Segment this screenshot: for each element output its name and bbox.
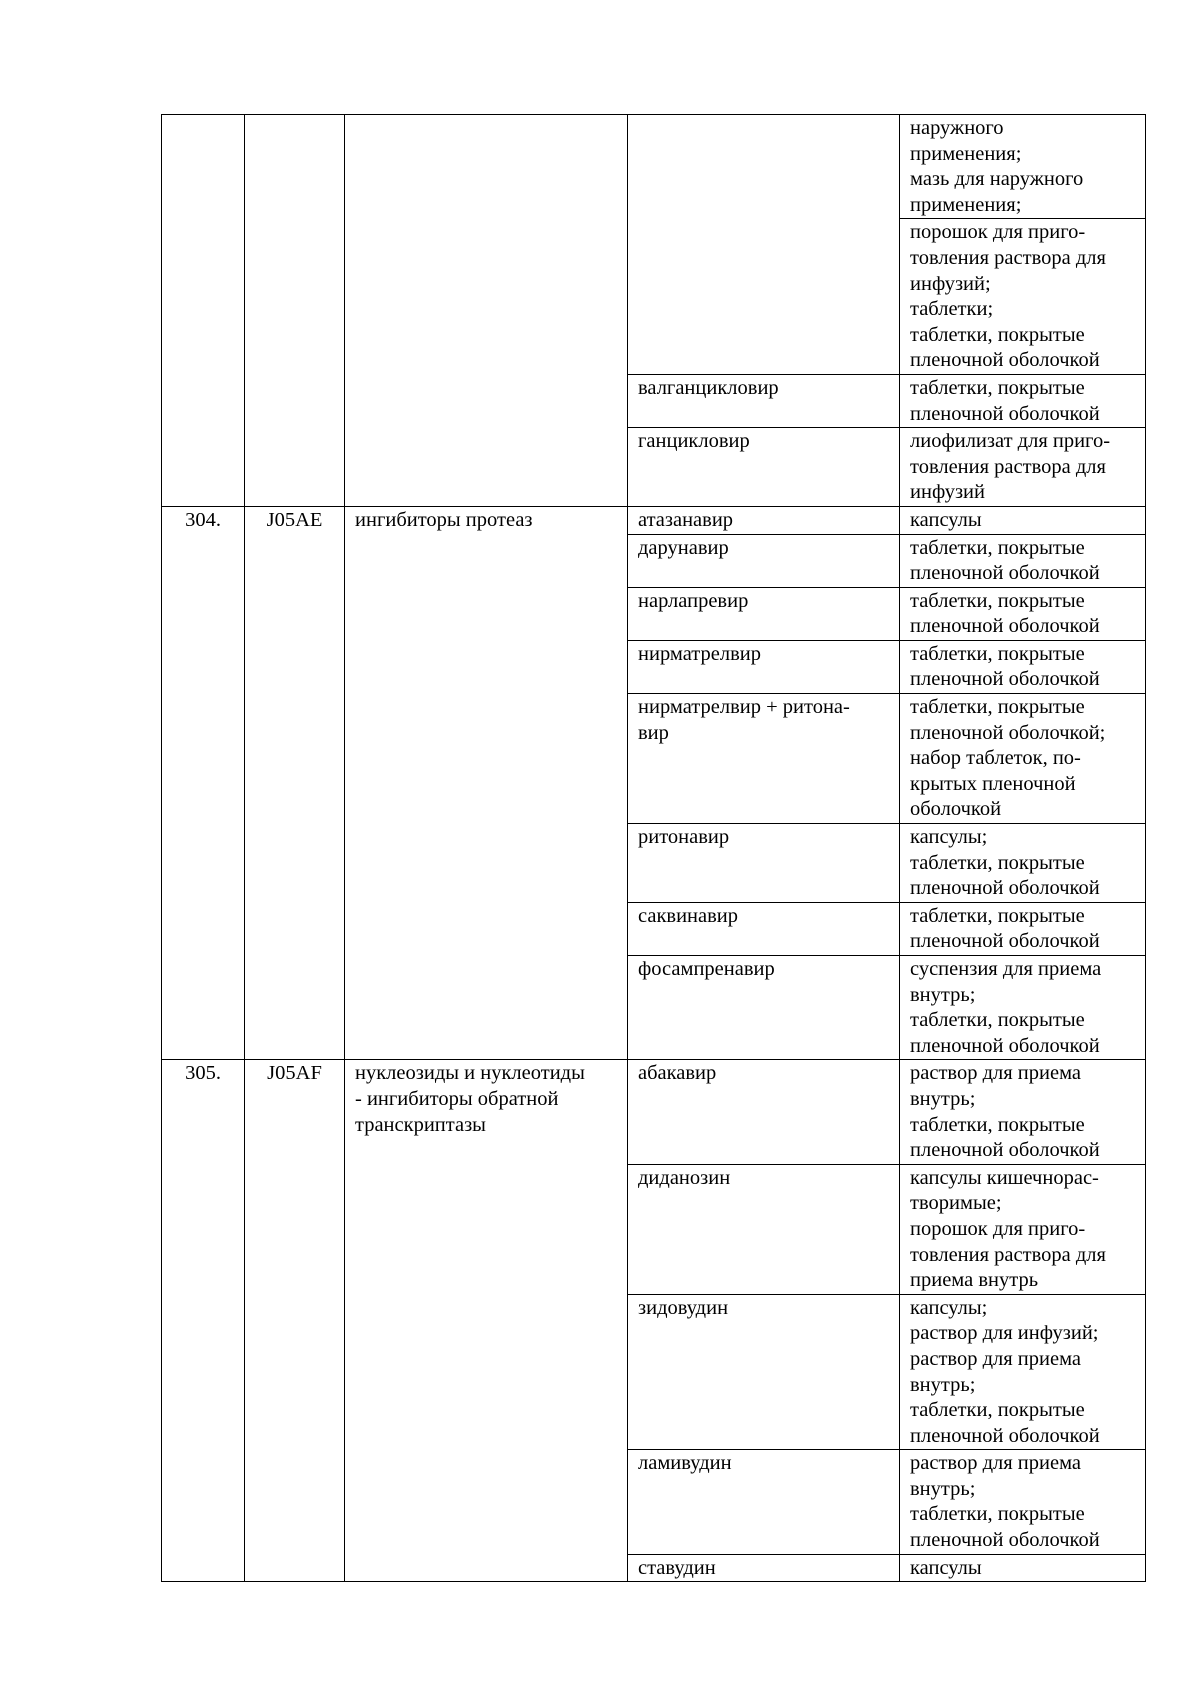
drug-name-line: ганцикловир <box>638 430 750 453</box>
group-text-line: нуклеозиды и нуклеотиды <box>355 1062 585 1085</box>
drug-name-line: валганцикловир <box>638 376 779 399</box>
dosage-form-cell <box>900 1164 1146 1294</box>
drug-name-line: нирматрелвир <box>638 642 761 665</box>
dosage-form-cell <box>900 115 1146 219</box>
drug-name-line: атазанавир <box>638 508 734 531</box>
dosage-form-line: раствор для приема <box>910 1062 1082 1085</box>
drug-name-cell <box>628 1450 900 1554</box>
dosage-form-line: таблетки, покрытые <box>910 1399 1085 1422</box>
dosage-form-line: пленочной оболочкой <box>910 668 1100 691</box>
dosage-form-line: таблетки; <box>910 298 994 321</box>
group-text-line: транскриптазы <box>355 1113 486 1136</box>
dosage-form-cell <box>900 902 1146 955</box>
dosage-form-line: внутрь; <box>910 1477 976 1500</box>
dosage-form-line: порошок для приго- <box>910 1217 1086 1240</box>
dosage-form-line: таблетки, покрытые <box>910 851 1085 874</box>
dosage-form-line: пленочной оболочкой <box>910 1529 1100 1552</box>
dosage-form-line: таблетки, покрытые <box>910 904 1085 927</box>
dosage-form-line: капсулы <box>910 508 982 531</box>
table-row <box>162 506 1146 534</box>
dosage-form-line: таблетки, покрытые <box>910 536 1085 559</box>
atc-code-cell: J05AE <box>245 506 345 1059</box>
dosage-form-cell <box>900 1060 1146 1164</box>
dosage-form-line: оболочкой <box>910 798 1002 821</box>
dosage-form-cell <box>900 956 1146 1060</box>
row-number-cell <box>162 115 245 507</box>
dosage-form-line: раствор для приема <box>910 1452 1082 1475</box>
dosage-form-line: мазь для наружного <box>910 168 1084 191</box>
drug-name-line: диданозин <box>638 1166 731 1189</box>
dosage-form-line: пленочной оболочкой; <box>910 721 1106 744</box>
dosage-form-line: пленочной оболочкой <box>910 1034 1100 1057</box>
drug-list-body <box>162 115 1146 1582</box>
dosage-form-line: пленочной оболочкой <box>910 1424 1100 1447</box>
dosage-form-line: лиофилизат для приго- <box>910 430 1111 453</box>
dosage-form-line: пленочной оболочкой <box>910 615 1100 638</box>
drug-name-cell <box>628 824 900 903</box>
drug-name-line: вир <box>638 721 669 744</box>
drug-name-cell <box>628 902 900 955</box>
pharmacological-group-cell <box>345 115 628 507</box>
dosage-form-line: таблетки, покрытые <box>910 589 1085 612</box>
table-row <box>162 115 1146 219</box>
drug-name-cell <box>628 374 900 427</box>
dosage-form-cell <box>900 640 1146 693</box>
dosage-form-line: пленочной оболочкой <box>910 349 1100 372</box>
dosage-form-cell <box>900 534 1146 587</box>
pharmacological-group-cell <box>345 506 628 1059</box>
drug-name-cell <box>628 115 900 375</box>
drug-list-table <box>161 114 1146 1582</box>
dosage-form-line: применения; <box>910 193 1022 216</box>
drug-name-line: зидовудин <box>638 1296 729 1319</box>
dosage-form-line: применения; <box>910 142 1022 165</box>
dosage-form-line: раствор для приема <box>910 1347 1082 1370</box>
dosage-form-cell <box>900 1450 1146 1554</box>
drug-name-cell <box>628 587 900 640</box>
drug-name-cell <box>628 640 900 693</box>
dosage-form-line: капсулы <box>910 1556 982 1579</box>
dosage-form-line: набор таблеток, по- <box>910 747 1081 770</box>
dosage-form-cell <box>900 374 1146 427</box>
dosage-form-line: таблетки, покрытые <box>910 696 1085 719</box>
drug-name-line: ставудин <box>638 1556 716 1579</box>
dosage-form-line: таблетки, покрытые <box>910 323 1085 346</box>
dosage-form-line: суспензия для приема <box>910 958 1102 980</box>
group-text-line: ингибиторы протеаз <box>355 508 533 531</box>
dosage-form-cell <box>900 1294 1146 1450</box>
dosage-form-cell <box>900 219 1146 375</box>
drug-name-cell <box>628 1164 900 1294</box>
dosage-form-cell <box>900 506 1146 534</box>
dosage-form-line: капсулы кишечнорас- <box>910 1166 1099 1189</box>
drug-name-cell <box>628 428 900 507</box>
drug-name-line: ламивудин <box>638 1452 732 1475</box>
drug-name-line: фосампренавир <box>638 958 775 980</box>
dosage-form-line: капсулы; <box>910 826 988 849</box>
dosage-form-line: таблетки, покрытые <box>910 642 1085 665</box>
dosage-form-cell <box>900 1554 1146 1582</box>
drug-name-line: нирматрелвир + ритона- <box>638 696 850 719</box>
atc-code-cell <box>245 115 345 507</box>
dosage-form-line: внутрь; <box>910 983 976 1006</box>
dosage-form-line: товления раствора для <box>910 246 1106 269</box>
drug-name-line: дарунавир <box>638 536 729 559</box>
drug-name-line: абакавир <box>638 1062 717 1085</box>
dosage-form-line: инфузий <box>910 481 986 504</box>
drug-name-cell <box>628 1554 900 1582</box>
dosage-form-line: таблетки, покрытые <box>910 1113 1085 1136</box>
drug-name-cell <box>628 956 900 1060</box>
drug-name-cell <box>628 1294 900 1450</box>
drug-name-cell <box>628 534 900 587</box>
dosage-form-line: таблетки, покрытые <box>910 1503 1085 1526</box>
dosage-form-line: раствор для инфузий; <box>910 1322 1099 1345</box>
drug-name-line: ритонавир <box>638 826 730 849</box>
dosage-form-line: таблетки, покрытые <box>910 376 1085 399</box>
dosage-form-line: наружного <box>910 117 1004 139</box>
dosage-form-line: пленочной оболочкой <box>910 877 1100 900</box>
dosage-form-line: внутрь; <box>910 1087 976 1110</box>
dosage-form-cell <box>900 587 1146 640</box>
dosage-form-cell <box>900 428 1146 507</box>
dosage-form-line: крытых пленочной <box>910 772 1076 795</box>
dosage-form-line: товления раствора для <box>910 455 1106 478</box>
group-text-line: - ингибиторы обратной <box>355 1087 559 1110</box>
drug-name-line: нарлапревир <box>638 589 749 612</box>
dosage-form-line: творимые; <box>910 1192 1002 1215</box>
dosage-form-cell <box>900 694 1146 824</box>
dosage-form-line: внутрь; <box>910 1373 976 1396</box>
row-number-cell: 305. <box>162 1060 245 1582</box>
drug-name-cell <box>628 506 900 534</box>
dosage-form-line: инфузий; <box>910 272 991 295</box>
pharmacological-group-cell <box>345 1060 628 1582</box>
dosage-form-line: пленочной оболочкой <box>910 402 1100 425</box>
dosage-form-line: таблетки, покрытые <box>910 1009 1085 1032</box>
dosage-form-line: товления раствора для <box>910 1243 1106 1266</box>
drug-name-line: саквинавир <box>638 904 739 927</box>
row-number-cell: 304. <box>162 506 245 1059</box>
dosage-form-line: пленочной оболочкой <box>910 562 1100 585</box>
dosage-form-line: приема внутрь <box>910 1269 1039 1292</box>
dosage-form-cell <box>900 824 1146 903</box>
table-row <box>162 1060 1146 1164</box>
atc-code-cell: J05AF <box>245 1060 345 1582</box>
drug-name-cell <box>628 694 900 824</box>
dosage-form-line: пленочной оболочкой <box>910 1139 1100 1162</box>
dosage-form-line: капсулы; <box>910 1296 988 1319</box>
dosage-form-line: порошок для приго- <box>910 221 1086 244</box>
drug-name-cell <box>628 1060 900 1164</box>
dosage-form-line: пленочной оболочкой <box>910 930 1100 953</box>
